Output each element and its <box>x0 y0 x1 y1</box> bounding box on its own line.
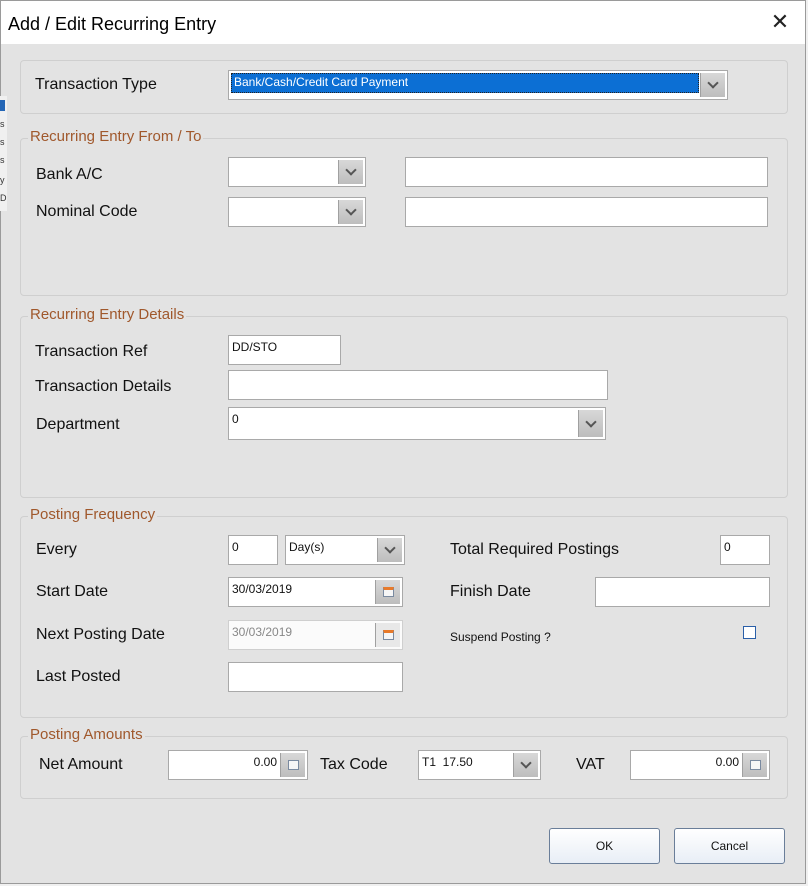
calculator-button[interactable] <box>742 753 767 777</box>
vat-label: VAT <box>576 756 605 773</box>
start-date-field[interactable] <box>228 577 403 607</box>
next-posting-date-label: Next Posting Date <box>36 626 165 643</box>
calendar-button[interactable] <box>375 580 400 604</box>
posting-amounts-legend: Posting Amounts <box>30 726 143 743</box>
bank-ac-select[interactable] <box>228 157 366 187</box>
tax-code-value: T1 17.50 <box>422 755 473 769</box>
dropdown-button[interactable] <box>513 753 538 777</box>
last-posted-field[interactable] <box>228 662 403 692</box>
background-text: D <box>0 193 7 203</box>
close-icon[interactable]: ✕ <box>770 9 790 34</box>
bank-ac-label: Bank A/C <box>36 166 103 183</box>
suspend-posting-checkbox[interactable] <box>743 626 756 639</box>
tax-code-label: Tax Code <box>320 756 388 773</box>
chevron-down-icon <box>384 542 395 553</box>
from-to-legend: Recurring Entry From / To <box>30 128 202 145</box>
dropdown-button[interactable] <box>578 410 603 437</box>
department-label: Department <box>36 416 120 433</box>
ok-button[interactable]: OK <box>549 828 660 864</box>
bank-ac-name-field[interactable] <box>405 157 768 187</box>
transaction-details-field[interactable] <box>228 370 608 400</box>
calendar-icon <box>383 630 394 640</box>
start-date-label: Start Date <box>36 583 109 600</box>
transaction-type-value: Bank/Cash/Credit Card Payment <box>231 73 699 93</box>
every-label: Every <box>36 541 77 558</box>
calculator-icon <box>750 760 761 770</box>
chevron-down-icon <box>520 757 531 768</box>
next-posting-date-value: 30/03/2019 <box>232 625 293 639</box>
dropdown-button[interactable] <box>338 160 363 184</box>
transaction-type-label: Transaction Type <box>35 76 157 93</box>
background-text: s <box>0 137 5 147</box>
dropdown-button[interactable] <box>377 538 402 562</box>
background-text: y <box>0 175 5 185</box>
every-unit-select[interactable] <box>285 535 405 565</box>
every-field[interactable]: 0 <box>228 535 278 565</box>
calculator-button[interactable] <box>280 753 305 777</box>
chevron-down-icon <box>585 416 596 427</box>
net-amount-value: 0.00 <box>253 755 277 769</box>
calendar-icon <box>383 587 394 597</box>
vat-field[interactable] <box>630 750 770 780</box>
finish-date-label: Finish Date <box>450 583 531 600</box>
chevron-down-icon <box>707 77 718 88</box>
background-selection-bar <box>0 100 5 111</box>
total-postings-field[interactable]: 0 <box>720 535 770 565</box>
department-value: 0 <box>232 412 239 426</box>
dropdown-button[interactable] <box>338 200 363 224</box>
nominal-name-field[interactable] <box>405 197 768 227</box>
next-posting-date-field <box>228 620 403 650</box>
vat-value: 0.00 <box>715 755 739 769</box>
details-legend: Recurring Entry Details <box>30 306 185 323</box>
net-amount-field[interactable] <box>168 750 308 780</box>
suspend-posting-label: Suspend Posting ? <box>450 630 551 644</box>
dropdown-button[interactable] <box>700 73 725 97</box>
last-posted-label: Last Posted <box>36 668 121 685</box>
background-window-edge <box>0 96 7 211</box>
calendar-button <box>375 623 400 647</box>
finish-date-field[interactable] <box>595 577 770 607</box>
nominal-code-label: Nominal Code <box>36 203 138 220</box>
start-date-value: 30/03/2019 <box>232 582 293 596</box>
chevron-down-icon <box>345 164 356 175</box>
transaction-details-label: Transaction Details <box>35 378 172 395</box>
net-amount-label: Net Amount <box>39 756 123 773</box>
total-postings-label: Total Required Postings <box>450 541 619 558</box>
department-select[interactable] <box>228 407 606 440</box>
transaction-ref-field[interactable]: DD/STO <box>228 335 341 365</box>
transaction-type-select[interactable] <box>228 70 728 100</box>
nominal-code-select[interactable] <box>228 197 366 227</box>
cancel-button[interactable]: Cancel <box>674 828 785 864</box>
every-unit-value: Day(s) <box>289 540 325 554</box>
transaction-ref-label: Transaction Ref <box>35 343 148 360</box>
posting-frequency-legend: Posting Frequency <box>30 506 156 523</box>
calculator-icon <box>288 760 299 770</box>
window-title: Add / Edit Recurring Entry <box>8 14 217 34</box>
background-text: s <box>0 119 5 129</box>
chevron-down-icon <box>345 204 356 215</box>
background-text: s <box>0 155 5 165</box>
tax-code-select[interactable] <box>418 750 541 780</box>
